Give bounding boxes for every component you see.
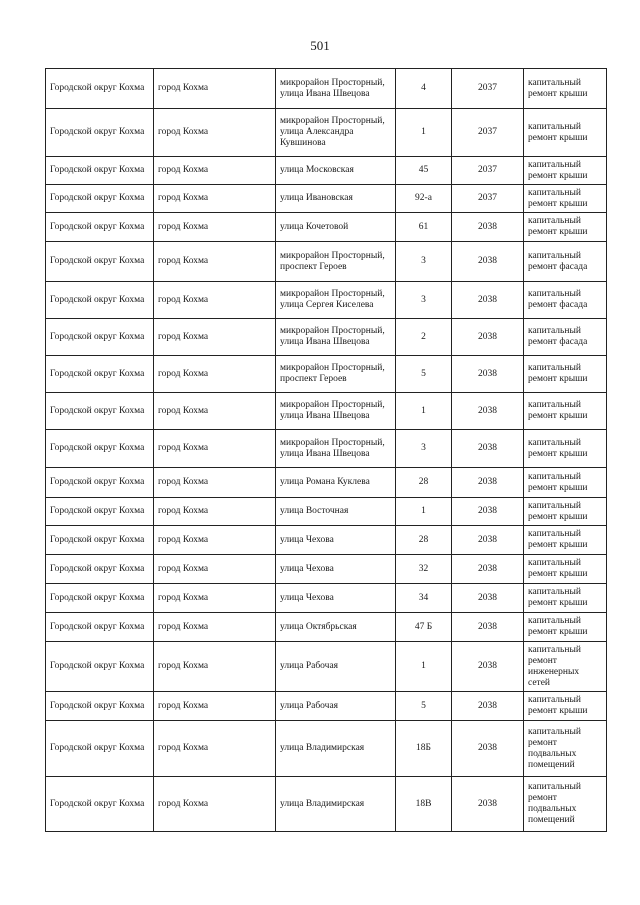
address-cell: улица Романа Куклева <box>276 468 396 498</box>
address-cell: улица Чехова <box>276 584 396 613</box>
house-number-cell: 28 <box>396 526 452 555</box>
table-row <box>46 526 607 555</box>
year-cell: 2038 <box>452 213 524 242</box>
table-row <box>46 777 607 832</box>
locality-cell: город Кохма <box>154 721 276 777</box>
municipality-cell: Городской округ Кохма <box>46 555 154 584</box>
year-cell: 2038 <box>452 584 524 613</box>
municipality-cell: Городской округ Кохма <box>46 213 154 242</box>
table-row <box>46 282 607 319</box>
municipality-cell: Городской округ Кохма <box>46 282 154 319</box>
locality-cell: город Кохма <box>154 555 276 584</box>
table-row <box>46 393 607 430</box>
table-row <box>46 213 607 242</box>
table-row <box>46 109 607 157</box>
table-row <box>46 185 607 213</box>
house-number-cell: 2 <box>396 319 452 356</box>
work-type-cell: капитальный ремонт фасада <box>524 282 607 319</box>
address-cell: микрорайон Просторный, улица Сергея Киселева <box>276 282 396 319</box>
house-number-cell: 28 <box>396 468 452 498</box>
locality-cell: город Кохма <box>154 430 276 468</box>
house-number-cell: 1 <box>396 642 452 692</box>
year-cell: 2038 <box>452 282 524 319</box>
year-cell: 2038 <box>452 498 524 526</box>
address-cell: микрорайон Просторный, улица Александра Кувшинова <box>276 109 396 157</box>
address-cell: улица Восточная <box>276 498 396 526</box>
municipality-cell: Городской округ Кохма <box>46 468 154 498</box>
table-row <box>46 498 607 526</box>
table-row <box>46 157 607 185</box>
table-row <box>46 319 607 356</box>
work-type-cell: капитальный ремонт крыши <box>524 69 607 109</box>
house-number-cell: 18Б <box>396 721 452 777</box>
work-type-cell: капитальный ремонт крыши <box>524 613 607 642</box>
work-type-cell: капитальный ремонт инженерных сетей <box>524 642 607 692</box>
year-cell: 2038 <box>452 555 524 584</box>
work-type-cell: капитальный ремонт крыши <box>524 526 607 555</box>
locality-cell: город Кохма <box>154 642 276 692</box>
locality-cell: город Кохма <box>154 157 276 185</box>
locality-cell: город Кохма <box>154 185 276 213</box>
house-number-cell: 61 <box>396 213 452 242</box>
address-cell: улица Кочетовой <box>276 213 396 242</box>
locality-cell: город Кохма <box>154 282 276 319</box>
year-cell: 2037 <box>452 69 524 109</box>
municipality-cell: Городской округ Кохма <box>46 393 154 430</box>
year-cell: 2038 <box>452 319 524 356</box>
table-row <box>46 642 607 692</box>
house-number-cell: 3 <box>396 430 452 468</box>
locality-cell: город Кохма <box>154 613 276 642</box>
house-number-cell: 3 <box>396 242 452 282</box>
address-cell: улица Чехова <box>276 555 396 584</box>
year-cell: 2038 <box>452 642 524 692</box>
address-cell: микрорайон Просторный, улица Ивана Швецова <box>276 393 396 430</box>
house-number-cell: 47 Б <box>396 613 452 642</box>
table-body <box>46 69 607 832</box>
address-cell: улица Рабочая <box>276 692 396 721</box>
municipality-cell: Городской округ Кохма <box>46 356 154 393</box>
locality-cell: город Кохма <box>154 69 276 109</box>
locality-cell: город Кохма <box>154 584 276 613</box>
municipality-cell: Городской округ Кохма <box>46 642 154 692</box>
year-cell: 2038 <box>452 242 524 282</box>
address-cell: улица Чехова <box>276 526 396 555</box>
house-number-cell: 3 <box>396 282 452 319</box>
locality-cell: город Кохма <box>154 692 276 721</box>
table-row <box>46 584 607 613</box>
locality-cell: город Кохма <box>154 526 276 555</box>
house-number-cell: 1 <box>396 498 452 526</box>
house-number-cell: 5 <box>396 692 452 721</box>
address-cell: улица Владимирская <box>276 777 396 832</box>
house-number-cell: 4 <box>396 69 452 109</box>
municipality-cell: Городской округ Кохма <box>46 157 154 185</box>
municipality-cell: Городской округ Кохма <box>46 430 154 468</box>
work-type-cell: капитальный ремонт крыши <box>524 555 607 584</box>
table-row <box>46 242 607 282</box>
work-type-cell: капитальный ремонт крыши <box>524 213 607 242</box>
work-type-cell: капитальный ремонт крыши <box>524 584 607 613</box>
locality-cell: город Кохма <box>154 319 276 356</box>
municipality-cell: Городской округ Кохма <box>46 692 154 721</box>
work-type-cell: капитальный ремонт крыши <box>524 468 607 498</box>
table-row <box>46 555 607 584</box>
municipality-cell: Городской округ Кохма <box>46 69 154 109</box>
year-cell: 2038 <box>452 393 524 430</box>
address-cell: улица Владимирская <box>276 721 396 777</box>
work-type-cell: капитальный ремонт крыши <box>524 430 607 468</box>
locality-cell: город Кохма <box>154 109 276 157</box>
house-number-cell: 32 <box>396 555 452 584</box>
municipality-cell: Городской округ Кохма <box>46 498 154 526</box>
table-row <box>46 356 607 393</box>
table-row <box>46 430 607 468</box>
table-row <box>46 613 607 642</box>
locality-cell: город Кохма <box>154 468 276 498</box>
locality-cell: город Кохма <box>154 356 276 393</box>
year-cell: 2038 <box>452 777 524 832</box>
work-type-cell: капитальный ремонт фасада <box>524 319 607 356</box>
work-type-cell: капитальный ремонт крыши <box>524 692 607 721</box>
locality-cell: город Кохма <box>154 393 276 430</box>
year-cell: 2037 <box>452 157 524 185</box>
municipality-cell: Городской округ Кохма <box>46 721 154 777</box>
locality-cell: город Кохма <box>154 498 276 526</box>
year-cell: 2038 <box>452 430 524 468</box>
work-type-cell: капитальный ремонт фасада <box>524 242 607 282</box>
address-cell: микрорайон Просторный, проспект Героев <box>276 356 396 393</box>
address-cell: улица Московская <box>276 157 396 185</box>
table-row <box>46 69 607 109</box>
address-cell: микрорайон Просторный, улица Ивана Швецова <box>276 69 396 109</box>
year-cell: 2038 <box>452 721 524 777</box>
municipality-cell: Городской округ Кохма <box>46 319 154 356</box>
municipality-cell: Городской округ Кохма <box>46 242 154 282</box>
house-number-cell: 34 <box>396 584 452 613</box>
year-cell: 2037 <box>452 109 524 157</box>
year-cell: 2038 <box>452 613 524 642</box>
house-number-cell: 1 <box>396 109 452 157</box>
address-cell: улица Рабочая <box>276 642 396 692</box>
address-cell: микрорайон Просторный, проспект Героев <box>276 242 396 282</box>
year-cell: 2037 <box>452 185 524 213</box>
work-type-cell: капитальный ремонт подвальных помещений <box>524 777 607 832</box>
year-cell: 2038 <box>452 468 524 498</box>
address-cell: микрорайон Просторный, улица Ивана Швецова <box>276 430 396 468</box>
address-cell: улица Ивановская <box>276 185 396 213</box>
municipality-cell: Городской округ Кохма <box>46 185 154 213</box>
table-row <box>46 721 607 777</box>
municipality-cell: Городской округ Кохма <box>46 526 154 555</box>
locality-cell: город Кохма <box>154 242 276 282</box>
house-number-cell: 45 <box>396 157 452 185</box>
house-number-cell: 1 <box>396 393 452 430</box>
page-number: 501 <box>310 38 330 53</box>
capital-repair-table <box>45 68 607 832</box>
work-type-cell: капитальный ремонт крыши <box>524 393 607 430</box>
work-type-cell: капитальный ремонт подвальных помещений <box>524 721 607 777</box>
work-type-cell: капитальный ремонт крыши <box>524 109 607 157</box>
work-type-cell: капитальный ремонт крыши <box>524 356 607 393</box>
locality-cell: город Кохма <box>154 213 276 242</box>
house-number-cell: 5 <box>396 356 452 393</box>
municipality-cell: Городской округ Кохма <box>46 613 154 642</box>
house-number-cell: 18В <box>396 777 452 832</box>
table-row <box>46 692 607 721</box>
address-cell: улица Октябрьская <box>276 613 396 642</box>
municipality-cell: Городской округ Кохма <box>46 777 154 832</box>
municipality-cell: Городской округ Кохма <box>46 109 154 157</box>
locality-cell: город Кохма <box>154 777 276 832</box>
year-cell: 2038 <box>452 356 524 393</box>
municipality-cell: Городской округ Кохма <box>46 584 154 613</box>
work-type-cell: капитальный ремонт крыши <box>524 185 607 213</box>
year-cell: 2038 <box>452 692 524 721</box>
work-type-cell: капитальный ремонт крыши <box>524 157 607 185</box>
table-row <box>46 468 607 498</box>
year-cell: 2038 <box>452 526 524 555</box>
work-type-cell: капитальный ремонт крыши <box>524 498 607 526</box>
house-number-cell: 92-а <box>396 185 452 213</box>
address-cell: микрорайон Просторный, улица Ивана Швецова <box>276 319 396 356</box>
